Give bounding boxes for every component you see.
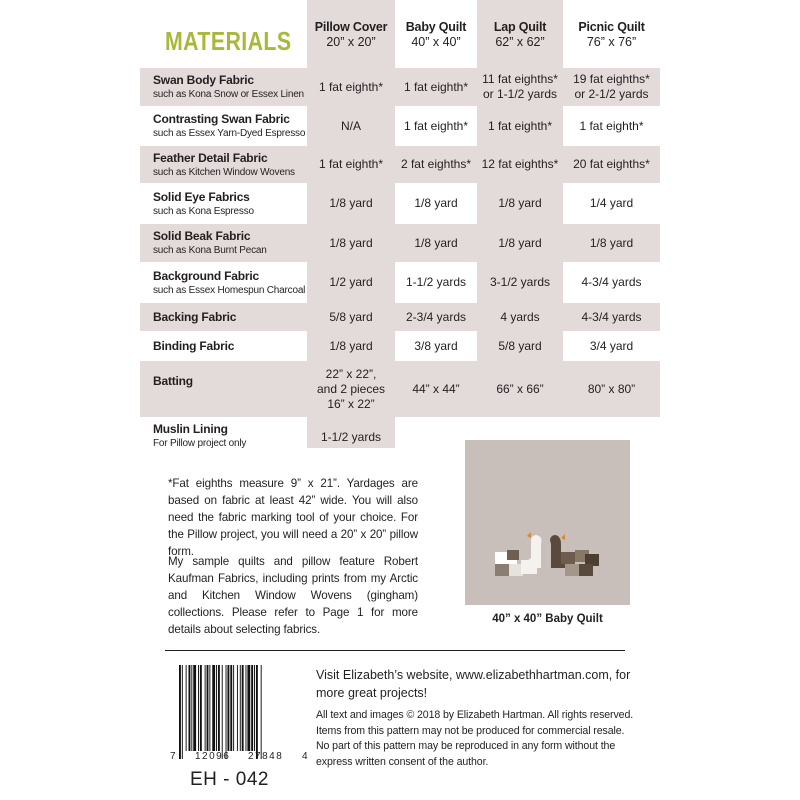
barcode-bar bbox=[207, 665, 209, 751]
barcode-bar bbox=[247, 665, 250, 751]
table-cell: 1 fat eighth* bbox=[487, 118, 553, 133]
table-cell: 66” x 66” bbox=[496, 381, 544, 396]
table-cell: 3/4 yard bbox=[589, 338, 634, 353]
table-cell: 5/8 yard bbox=[329, 309, 373, 324]
table-cell: 4-3/4 yards bbox=[581, 309, 642, 324]
row-label bbox=[153, 107, 307, 145]
table-cell: 1 fat eighth* bbox=[403, 118, 469, 133]
barcode-bar bbox=[222, 665, 223, 759]
table-row-backing bbox=[0, 302, 800, 332]
barcode-bar bbox=[226, 665, 227, 759]
barcode-bar bbox=[193, 665, 196, 751]
barcode-bar bbox=[254, 665, 255, 751]
barcode-bar bbox=[179, 665, 181, 759]
barcode-digit-3: 27848 bbox=[248, 751, 284, 762]
row-label bbox=[153, 263, 307, 302]
table-cell: 2-3/4 yards bbox=[405, 309, 467, 324]
column-header-picnic bbox=[563, 20, 660, 50]
barcode-bar bbox=[256, 665, 258, 759]
row-label bbox=[153, 145, 307, 184]
table-row-solid-beak bbox=[0, 223, 800, 263]
row-label-main: Swan Body Fabric bbox=[153, 73, 254, 87]
column-header-lap bbox=[477, 20, 563, 50]
website-text: Visit Elizabeth’s website, www.elizabethhartman.com, for more great projects! bbox=[316, 668, 631, 700]
barcode-bar bbox=[200, 665, 202, 751]
column-header-pillow bbox=[307, 20, 395, 50]
barcode-bar bbox=[205, 665, 206, 751]
row-label bbox=[153, 184, 307, 223]
row-label bbox=[153, 418, 307, 456]
row-label bbox=[153, 360, 307, 418]
row-label-main: Solid Eye Fabrics bbox=[153, 189, 250, 204]
table-cell: 3-1/2 yards bbox=[489, 275, 551, 289]
barcode-bar bbox=[240, 665, 241, 751]
table-cell: 1 fat eighth* bbox=[403, 79, 469, 94]
page-title: MATERIALS bbox=[165, 26, 292, 56]
quilt-caption: 40” x 40” Baby Quilt bbox=[492, 613, 603, 625]
table-cell: 1/8 yard bbox=[329, 196, 373, 210]
baby-quilt-image bbox=[465, 440, 630, 605]
row-label-main: Feather Detail Fabric bbox=[153, 150, 268, 165]
table-row-contrasting-swan bbox=[0, 107, 800, 145]
row-label-sub: such as Essex Homespun Charcoal bbox=[153, 284, 306, 296]
row-label-main: Muslin Lining bbox=[153, 422, 228, 436]
table-cell: 1/2 yard bbox=[329, 275, 373, 289]
table-cell: 1 fat eighth* bbox=[579, 118, 644, 133]
barcode-bar bbox=[233, 665, 234, 751]
table-cell: 1/8 yard bbox=[414, 196, 458, 210]
table-cell: 44” x 44” bbox=[412, 381, 460, 396]
table-cell: 3/8 yard bbox=[414, 338, 458, 353]
row-label-sub: such as Kona Espresso bbox=[153, 205, 254, 217]
table-cell: 1-1/2 yards bbox=[320, 429, 382, 444]
table-cell: 80” x 80” bbox=[587, 381, 636, 396]
row-label-sub: such as Kona Snow or Essex Linen bbox=[153, 89, 304, 100]
row-label bbox=[153, 223, 307, 263]
row-label-sub: For Pillow project only bbox=[153, 438, 247, 449]
row-label-main: Background Fabric bbox=[153, 268, 259, 283]
table-row-batting bbox=[0, 360, 800, 418]
footer-divider bbox=[165, 650, 625, 651]
table-cell: 1/8 yard bbox=[498, 235, 542, 250]
table-cell: 1/8 yard bbox=[329, 235, 373, 250]
barcode-bar bbox=[186, 665, 187, 751]
product-code: EH - 042 bbox=[190, 769, 269, 790]
barcode-bar bbox=[242, 665, 244, 751]
barcode-bar bbox=[189, 665, 191, 751]
row-label bbox=[153, 332, 307, 360]
column-name: Pillow Cover bbox=[314, 20, 388, 34]
table-cell: 2 fat eighths* bbox=[400, 157, 472, 171]
table-row-feather-detail bbox=[0, 145, 800, 184]
table-row-muslin-lining bbox=[0, 418, 800, 456]
column-name: Picnic Quilt bbox=[578, 20, 645, 34]
barcode-bar bbox=[212, 665, 215, 751]
table-cell: 1 fat eighth* bbox=[318, 157, 384, 171]
row-label-main: Batting bbox=[153, 374, 193, 388]
table-cell: 1/4 yard bbox=[589, 196, 634, 210]
table-row-background bbox=[0, 263, 800, 302]
row-label-main: Solid Beak Fabric bbox=[153, 229, 251, 243]
sample-note: My sample quilts and pillow feature Robert Kaufman Fabrics, including prints from my Arctic and Kitchen Window Wovens (gingham) collections. Please refer to Page 1 for more details about selecting fabrics. bbox=[168, 555, 418, 636]
table-row-swan-body bbox=[0, 67, 800, 107]
table-cell: 1/8 yard bbox=[589, 235, 634, 250]
table-cell: 22” x 22”, and 2 pieces 16” x 22” bbox=[316, 366, 386, 411]
table-cell: N/A bbox=[340, 118, 361, 133]
barcode-bar bbox=[218, 665, 220, 751]
barcode-digit-1: 7 bbox=[170, 751, 176, 762]
row-label-main: Binding Fabric bbox=[153, 338, 235, 353]
column-name: Baby Quilt bbox=[405, 20, 467, 34]
table-cell: 1/8 yard bbox=[414, 235, 458, 250]
column-size: 62” x 62” bbox=[495, 35, 545, 49]
row-label-main: Backing Fabric bbox=[153, 309, 237, 324]
column-name: Lap Quilt bbox=[493, 20, 547, 34]
barcode-digit-2: 12096 bbox=[195, 751, 231, 762]
row-label-main: Contrasting Swan Fabric bbox=[153, 112, 290, 126]
row-label bbox=[153, 302, 307, 332]
barcode-bar bbox=[227, 665, 229, 751]
table-cell: 1-1/2 yards bbox=[405, 275, 467, 289]
column-size: 40” x 40” bbox=[411, 35, 461, 49]
barcode-bar bbox=[216, 665, 217, 751]
row-label-sub: such as Essex Yarn-Dyed Espresso bbox=[153, 128, 306, 139]
column-header-baby bbox=[395, 20, 477, 50]
table-cell: 19 fat eighths* or 2-1/2 yards bbox=[573, 72, 650, 101]
table-cell: 1 fat eighth* bbox=[318, 79, 384, 94]
barcode-bar bbox=[209, 665, 210, 751]
barcode-bar bbox=[246, 665, 247, 751]
row-label-sub: such as Kona Burnt Pecan bbox=[153, 245, 267, 256]
barcode-bar bbox=[251, 665, 253, 751]
barcode-bar bbox=[237, 665, 238, 751]
table-cell: 1/8 yard bbox=[329, 338, 373, 353]
table-cell: 20 fat eighths* bbox=[573, 157, 650, 171]
table-row-solid-eye bbox=[0, 184, 800, 223]
table-cell: 5/8 yard bbox=[498, 338, 542, 353]
row-label bbox=[153, 67, 307, 107]
barcode-bar bbox=[198, 665, 199, 751]
barcode-bar bbox=[230, 665, 232, 751]
barcode-bar bbox=[261, 665, 262, 759]
copyright-text: All text and images © 2018 by Elizabeth Hartman. All rights reserved. Items from this pattern may not be produced for commercial resale. No part of this pattern may be reproduced in any form without the express written consent of the author. bbox=[316, 709, 634, 768]
swan-illustration bbox=[465, 440, 630, 605]
column-size: 76” x 76” bbox=[586, 35, 637, 49]
row-label-sub: such as Kitchen Window Wovens bbox=[153, 166, 295, 178]
table-row-binding bbox=[0, 332, 800, 360]
table-cell: 12 fat eighths* bbox=[481, 157, 559, 171]
barcode-bar bbox=[191, 665, 192, 751]
table-cell: 11 fat eighths* or 1-1/2 yards bbox=[482, 72, 558, 101]
barcode-bar bbox=[182, 665, 183, 759]
table-cell: 1/8 yard bbox=[498, 196, 542, 210]
barcode-digit-4: 4 bbox=[302, 751, 308, 762]
column-size: 20” x 20” bbox=[326, 35, 376, 49]
table-cell: 4 yards bbox=[500, 309, 540, 324]
fat-eighth-note: *Fat eighths measure 9” x 21”. Yardages are based on fabric at least 42” wide. You will also need the fabric marking tool of your choice. For the Pillow project, you will need a 20” x 20” pillow form. bbox=[168, 477, 418, 558]
table-cell: 4-3/4 yards bbox=[581, 275, 642, 289]
